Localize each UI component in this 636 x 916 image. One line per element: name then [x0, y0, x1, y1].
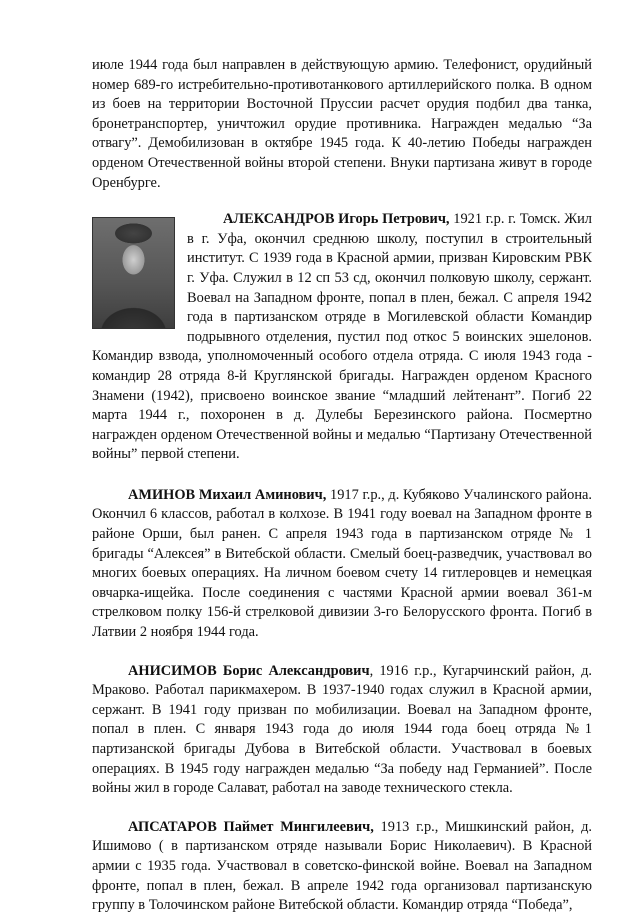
- entry-name: АМИНОВ Михаил Аминович,: [128, 486, 327, 503]
- entry-text: 1921 г.р. г. Томск. Жил в г. Уфа, окончил среднюю школу, поступил в строительный институт. С 1939 года в Красной армии, призван Кировским РВК г. Уфа. Служил в 12 сп 53 сд, окончил полковую школу, сержант. Воевал на Западном фронте, попал в плен, бежал. С апреля 1942 года в партизанском отряде в Могилевской области Командир подрывного отделения, пустил под откос 5 воинских эшелонов. Командир взвода, уполномоченный особого отдела отряда. С июля 1943 года - командир 28 отряда 8-й Круглянской бригады. Награжден орденом Красного Знамени (1942), присвоено воинское звание “младший лейтенант”. Погиб 22 марта 1944 г., похоронен в д. Дулебы Березинского района. Посмертно награжден орденом Отечественной войны и медалью “Партизану Отечественной войны” первой степени.: [92, 211, 592, 463]
- entry-aminov: [92, 486, 592, 643]
- document-page: [92, 56, 592, 916]
- entry-text: 1913 г.р., Мишкинский район, д. Ишимово ( в партизанском отряде называли Борис Николаевич). В Красной армии с 1935 года. Участвовал в советско-финской войне. Воевал на Западном фронте, попал в плен, бежал. В апреле 1942 года организовал партизанскую группу в Толочинском районе Витебской области. Командир отряда “Победа”,: [92, 818, 592, 914]
- portrait-photo: [92, 217, 175, 329]
- entry-text: , 1916 г.р., Кугарчинский район, д. Мраково. Работал парикмахером. В 1937-1940 годах служил в Красной армии, сержант. В 1941 году призван по мобилизации. Воевал на Западном фронте, попал в плен. С января 1943 года до июля 1944 года боец отряда №1 партизанской бригады Дубова в Витебской области. Участвовал в боевых операциях. В 1945 году награжден медалью “За победу над Германией”. После войны жил в городе Салават, работал на заводе технического стекла.: [92, 662, 592, 797]
- entry-text: 1917 г.р., д. Кубяково Учалинского района. Окончил 6 классов, работал в колхозе. В 1941 году воевал на Западном фронте в районе Орши, был ранен. С апреля 1943 года в партизанском отряде № 1 бригады “Алексея” в Витебской области. Смелый боец-разведчик, участвовал во многих боевых операциях. На личном боевом счету 14 гитлеровцев и немецкая овчарка-ищейка. После соединения с частями Красной армии воевал 361-м стрелковом полку 156-й стрелковой дивизии 3-го Белорусского фронта. Погиб в Латвии 2 ноября 1944 года.: [92, 486, 593, 641]
- entry-name: АПСАТАРОВ Паймет Мингилеевич,: [128, 818, 374, 835]
- entry-name: АНИСИМОВ Борис Александрович: [128, 662, 370, 679]
- entry-aleksandrov: [92, 210, 592, 465]
- entry-paragraph: [92, 210, 592, 465]
- entry-name: АЛЕКСАНДРОВ Игорь Петрович,: [223, 211, 450, 228]
- intro-paragraph: июле 1944 года был направлен в действующую армию. Телефонист, орудийный номер 689-го истребительно-противотанкового артиллерийского полка. В одном из боев на территории Восточной Пруссии расчет орудия подбил два танка, бронетранспортер, уничтожил орудие противника. Награжден медалью “За отвагу”. Демобилизован в октябре 1945 года. К 40-летию Победы награжден орденом Отечественной войны второй степени. Внуки партизана живут в городе Оренбурге.: [92, 57, 592, 191]
- entry-apsatarov: [92, 818, 592, 916]
- entry-anisimov: [92, 662, 592, 799]
